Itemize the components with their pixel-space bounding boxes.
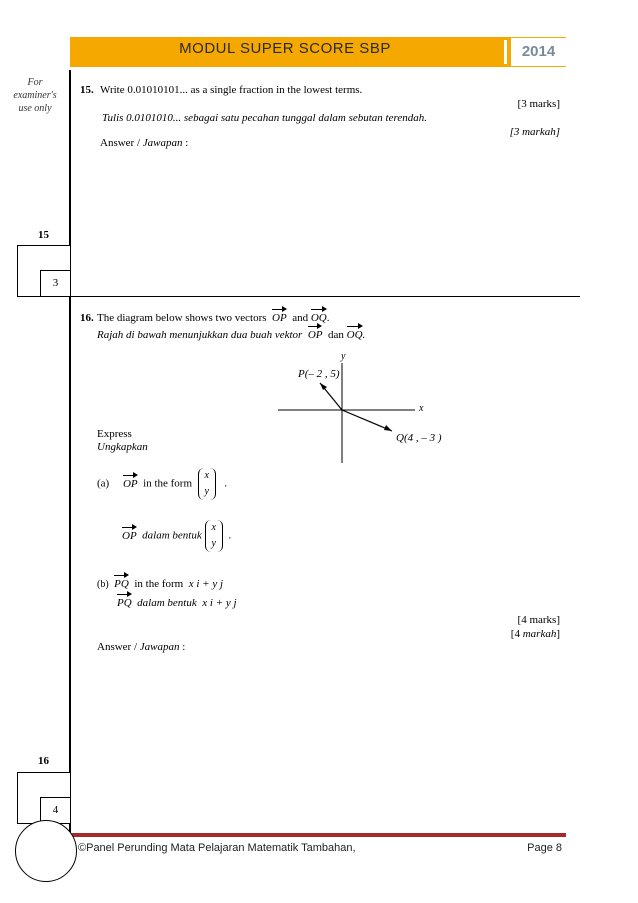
q16a-vector-op-ms: OP [122,529,137,542]
q16-express: Express [97,428,132,440]
point-p-label: P(– 2 , 5) [298,368,340,380]
q16a-column-vector-ms [205,520,223,552]
col-top-ms: x [211,522,216,533]
q15-text-en: Write 0.01010101... as a single fraction in the lowest terms. [100,84,363,96]
q16-text-en: The diagram below shows two vectors [97,312,267,324]
q16b-expression-ms: x i + y j [202,597,237,609]
q16-text-ms: Rajah di bawah menunjukkan dua buah vektor [97,329,303,341]
col-bottom: y [204,486,209,497]
examiner-note-line1: For [27,77,43,88]
vector-oq-line [342,410,392,431]
q15-answer-label [100,137,188,149]
q16-box-number: 16 [38,755,49,767]
col-bottom-ms: y [211,538,216,549]
q15-answer-ms: Jawapan [142,137,183,149]
q15-divider [20,296,580,297]
q15-number: 15. [80,84,94,96]
header-divider [504,40,507,64]
page-number: Page 8 [527,842,562,854]
q16b-dalam-bentuk: dalam bentuk [137,597,197,609]
footer-rule [70,833,566,837]
y-axis-label: y [341,351,346,362]
q16-marks-en: [4 marks] [517,614,560,626]
q16-answer-ms: Jawapan [139,641,180,653]
q16-vector-oq: OQ [310,312,327,324]
q16b-label: (b) [97,579,109,590]
q16-number: 16. [80,312,94,324]
x-axis-label: x [419,403,424,414]
module-year: 2014 [511,38,566,66]
footer-credit: ©Panel Perunding Mata Pelajaran Matematik Tambahan, [78,842,356,854]
examiner-note-line3: use only [18,103,52,114]
q16-express-ms: Ungkapkan [97,441,148,453]
q16b-vector-pq-ms: PQ [117,597,132,609]
margin-line [69,70,71,848]
q16b-expression: x i + y j [188,578,224,590]
q15-answer-en: Answer / [100,137,143,149]
q16-marks-ms: [4 markah] [510,628,560,640]
vector-diagram [270,345,460,465]
q16-answer-label [97,641,185,653]
q16-dan: dan [327,329,344,341]
q16-vector-op: OP [272,312,287,324]
q16a-column-vector [198,468,216,500]
q16b-en-line [97,578,223,590]
q15-marks-en: [3 marks] [517,98,560,110]
q15-box-number: 15 [38,229,49,241]
point-q-label: Q(4 , – 3 ) [396,432,442,444]
q16-text-ms-line: Rajah di bawah menunjukkan dua buah vektor OP dan OQ. [97,329,366,341]
q16-answer-colon: : [179,641,186,653]
q16-vector-oq-ms: OQ [346,329,363,341]
examiner-note [8,76,62,115]
q16-vector-op-ms: OP [307,329,323,341]
q16a-vector-op: OP [122,477,138,490]
vector-oq-arrowhead [384,425,392,431]
total-score-circle [15,820,77,882]
examiner-note-line2: examiner's [13,90,57,101]
q16-answer-en: Answer / [97,641,140,653]
q15-text-ms: Tulis 0.0101010... sebagai satu pecahan tunggal dalam sebutan terendah. [102,112,427,124]
vector-op-arrowhead [320,383,327,390]
col-top: x [204,470,209,481]
q16a-ms-line: OP dalam bentuk x y . [122,520,231,552]
q16b-vector-pq: PQ [114,578,129,590]
q16a-dalam-bentuk: dalam bentuk [142,529,202,542]
q16-and: and [292,312,309,324]
q16-text-en-line: The diagram below shows two vectors OP and OQ. [97,312,330,324]
q16a-in-form: in the form [143,477,193,490]
module-title: MODUL SUPER SCORE SBP [179,40,391,57]
q15-answer-colon: : [182,137,189,149]
q16a-label: (a) [97,477,110,490]
q16b-ms-line [117,597,237,609]
q16-marks-box: 4 [40,797,71,824]
q16b-in-form: in the form [134,578,184,590]
q15-marks-ms: [3 markah] [509,126,560,138]
q15-marks-box: 3 [40,270,71,297]
q16a-en-line: (a) OP in the form x y . [97,468,227,500]
